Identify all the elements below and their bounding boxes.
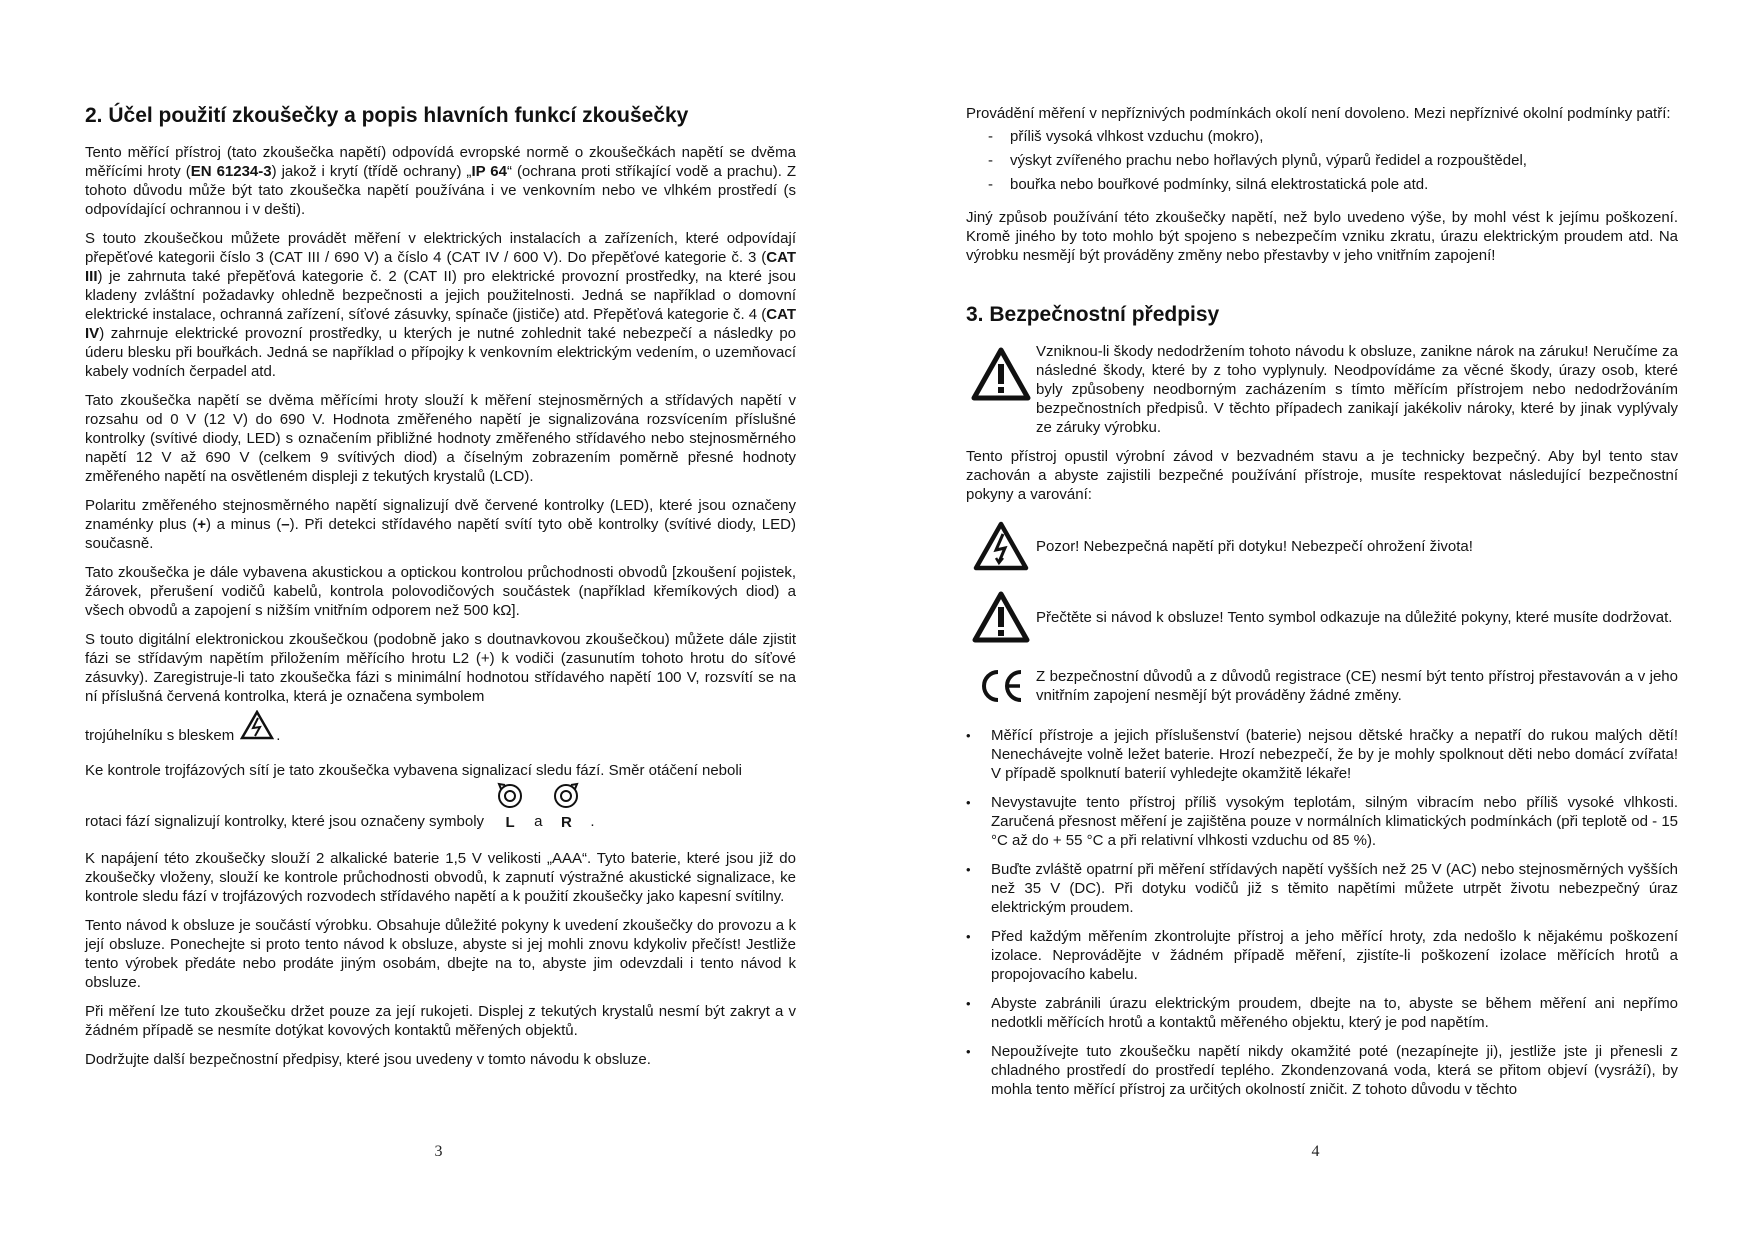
bullet-text: Abyste zabránili úrazu elektrickým proudem, dbejte na to, abyste se během měření ani nepřímo nedotkli měřících hrotů a kontaktů měřeného objektu, který je pod napětím. [991, 995, 1678, 1031]
list-item [966, 927, 1678, 984]
bullet-glyph: • [966, 862, 971, 877]
rotation-left-icon [496, 782, 524, 815]
ce-block [966, 666, 1678, 706]
text: rotaci fází signalizují kontrolky, které jsou označeny symboly [85, 813, 485, 830]
section-heading-safety: 3. Bezpečnostní předpisy [966, 303, 1220, 326]
text: . [590, 813, 595, 830]
bullet-text: Nevystavujte tento přístroj příliš vysokým teplotám, silným vibracím nebo příliš vysoké vlhkosti. Zaručená přesnost měření je zajištěna pouze v normálních klimatických podmínkách (při teplotě od - 15 °C až do + 55 °C a při relativní vlhkosti vzduchu od 85 %). [991, 794, 1679, 849]
text: a [534, 813, 543, 830]
cat-iii: CAT III [85, 249, 796, 285]
safety-bullets [966, 726, 1678, 1099]
lightning-triangle-icon [966, 520, 1036, 572]
list-item [966, 860, 1678, 917]
bullet-text: Nepoužívejte tuto zkoušečku napětí nikdy okamžité poté (nezapínejte ji), jestliže jste ji přenesli z chladného prostředí do prostředí teplého. Zkondenzovaná voda, která se přitom objeví (vysráží), by mohla tento měřící přístroj za určitých okolností zničit. Z tohoto důvodu v těchto [991, 1043, 1678, 1098]
left-column [85, 104, 796, 1079]
rotation-right-symbol [552, 782, 580, 831]
list-item [966, 1042, 1678, 1099]
rotation-left-symbol [496, 782, 524, 831]
ip-rating: IP 64 [471, 163, 507, 180]
text: “ (ochrana proti stříkající vodě a prachu). Z tohoto důvodu může být tato zkoušečka napětí používána i ve venkovním nebo ve vlhkém prostředí (s odpovídající ochrannou i v dešti). [85, 163, 796, 218]
text: Tento měřící přístroj (tato zkoušečka napětí) odpovídá evropské normě o zkoušečkách napětí se dvěma měřícími hroty ( [85, 144, 796, 180]
text: ) a minus ( [205, 516, 282, 533]
paragraph-standard [85, 143, 796, 219]
paragraph-voltage-range: Tato zkoušečka napětí se dvěma měřícími hroty slouží k měření stejnosměrných a střídavých napětí v rozsahu od 0 V (12 V) do 690 V. Hodnota změřeného napětí je signalizována rozsvícením příslušné kontrolky (svítivé diody, LED) s označením přibližné hodnoty změřeného střídavého nebo stejnosměrného napětí 12 V až 690 V (celkem 9 svítivých diod) a číselným zobrazením poměrně přesné hodnoty změřeného napětí na osvětleném displeji z tekutých krystalů (LCD). [85, 392, 796, 485]
list-item: - příliš vysoká vlhkost vzduchu (mokro), [988, 127, 1678, 146]
rotation-right-label: R [560, 814, 572, 831]
lightning-triangle-icon [240, 710, 274, 745]
warning-triangle-icon [966, 342, 1036, 402]
paragraph-adverse-conditions: Provádění měření v nepříznivých podmínkách okolí není dovoleno. Mezi nepříznivé okolní podmínky patří: [966, 105, 1671, 122]
voltage-warning-text: Pozor! Nebezpečná napětí při dotyku! Nebezpečí ohrožení života! [1036, 537, 1473, 555]
paragraph-continuity: Tato zkoušečka je dále vybavena akustickou a optickou kontrolou průchodnosti obvodů [zkoušení pojistek, žárovek, přerušení vodičů kabelů, kontrola polovodičových součástek (například křemíkových diod) a všech obvodů a zapojení s nižším vnitřním odporem než 500 kΩ]. [85, 564, 796, 619]
text: ) zahrnuje elektrické provozní prostředky, u kterých je nutné zohlednit také nebezpečí a následky po úderu blesku při bouřkách. Jedná se například o přípojky k venkovním elektrickým vedením, o uzemňovací kabely vodních čerpadel atd. [85, 325, 796, 380]
voltage-warning-block [966, 520, 1678, 572]
read-manual-block [966, 590, 1678, 644]
section-heading-purpose: 2. Účel použití zkoušečky a popis hlavních funkcí zkoušečky [85, 104, 689, 127]
bullet-glyph: • [966, 795, 971, 810]
page-number-right: 4 [1311, 1143, 1320, 1160]
warranty-block [966, 342, 1678, 437]
text: . [276, 727, 281, 744]
list-item [966, 726, 1678, 783]
paragraph-factory: Tento přístroj opustil výrobní závod v bezvadném stavu a je technicky bezpečný. Aby byl tento stav zachován a abyste zajistili bezpečné používání přístroje, musíte respektovat následující bezpečnostní pokyny a varování: [966, 448, 1678, 503]
ce-mark-icon [966, 666, 1036, 706]
paragraph-batteries: K napájení této zkoušečky slouží 2 alkalické baterie 1,5 V velikosti „AAA“. Tyto baterie, které jsou již do zkoušečky vloženy, slouží ke kontrole průchodnosti obvodů, k zapnutí výstražné akustické signalizace, ke kontrole sledu fází v trojfázových rozvodech střídavého napětí a k použití zkoušečky jako kapesní svítilny. [85, 850, 796, 905]
read-manual-text: Přečtěte si návod k obsluze! Tento symbol odkazuje na důležité pokyny, které musíte dodržovat. [1036, 608, 1673, 626]
paragraph-phase-rotation: Ke kontrole trojfázových sítí je tato zkoušečka vybavena signalizací sledu fází. Směr otáčení neboli [85, 762, 743, 779]
paragraph-manual: Tento návod k obsluze je součástí výrobku. Obsahuje důležité pokyny k uvedení zkoušečky do provozu a k její obsluze. Ponechejte si proto tento návod k obsluze, abyste si jej mohli znovu kdykoliv přečíst! Jestliže tento výrobek předáte nebo prodáte jiným osobám, dbejte na to, abyste jim odevzdali i tento návod k obsluze. [85, 917, 796, 991]
bullet-glyph: • [966, 929, 971, 944]
bullet-glyph: • [966, 728, 971, 743]
paragraph-safety-ref: Dodržujte další bezpečnostní předpisy, které jsou uvedeny v tomto návodu k obsluze. [85, 1051, 651, 1068]
rotation-left-label: L [505, 814, 515, 831]
warranty-text: Vzniknou-li škody nedodržením tohoto návodu k obsluze, zanikne nárok na záruku! Neručíme za následné škody, které by z toho vyplynuly. Neodpovídáme za věcné škody, úrazy osob, které byly způsobeny neodborným zacházením s tímto měřícím přístrojem nebo nedodržováním bezpečnostních předpisů. V těchto případech zanikají jakékoliv nároky, které by jinak vyplývaly ze záruky výrobku. [1036, 343, 1678, 436]
text: trojúhelníku s bleskem [85, 727, 235, 744]
cat-iv: CAT IV [85, 306, 797, 342]
rotation-symbol-line [85, 782, 796, 831]
list-item: - bouřka nebo bouřkové podmínky, silná elektrostatická pole atd. [988, 175, 1678, 194]
bullet-text: Měřící přístroje a jejich příslušenství (baterie) nejsou dětské hračky a nepatří do rukou malých dětí! Nenechávejte volně ležet baterie. Hrozí nebezpečí, že by je mohly spolknout děti nebo domácí zvířata! V případě spolknutí baterií vyhledejte okamžitě lékaře! [991, 727, 1678, 782]
text: ) jakož i krytí (třídě ochrany) „ [271, 163, 472, 180]
bullet-text: Buďte zvláště opatrní při měření střídavých napětí vyšších než 25 V (AC) nebo stejnosměrných vyšších než 35 V (DC). Při dotyku vodičů již s těmito napětími můžete utrpět životu nebezpečný úraz elektrickým proudem. [991, 861, 1678, 916]
right-page [877, 0, 1754, 1240]
paragraph-categories [85, 229, 796, 381]
list-item: - výskyt zvířeného prachu nebo hořlavých plynů, výparů ředidel a rozpouštědel, [988, 151, 1678, 170]
standard-code: EN 61234-3 [190, 163, 272, 180]
list-item [966, 994, 1678, 1032]
rotation-right-icon [552, 782, 580, 815]
right-column [966, 104, 1678, 1109]
minus-sign: – [281, 516, 290, 533]
bullet-glyph: • [966, 996, 971, 1011]
page-number-left: 3 [434, 1143, 443, 1160]
text: Polaritu změřeného stejnosměrného napětí signalizují dvě červené kontrolky (LED), které jsou označeny znaménky plus ( [85, 497, 796, 533]
text: ). Při detekci střídavého napětí svítí tyto obě kontrolky (svítivé diody, LED) současně. [85, 516, 796, 552]
text: S touto zkoušečkou můžete provádět měření v elektrických instalacích a zařízeních, které odpovídají přepěťové kategorii číslo 3 (CAT III / 690 V) a číslo 4 (CAT IV / 600 V). Do přepěťové kategorie č. 3 ( [85, 230, 796, 266]
paragraph-phase: S touto digitální elektronickou zkoušečkou (podobně jako s doutnavkovou zkoušečkou) můžete dále zjistit fázi se střídavým napětím přiložením měřícího hrotu L2 (+) k vodiči (zasunutím tohoto hrotu do síťové zásuvky). Zaregistruje-li tato zkoušečka fázi s minimální hodnotou střídavého napětí 100 V, rozsvítí se na ní příslušná červená kontrolka, která je označena symbolem [85, 631, 796, 705]
ce-text: Z bezpečnostní důvodů a z důvodů registrace (CE) nesmí být tento přístroj přestavován a v jeho vnitřním zapojení nesmějí být prováděny žádné změny. [1036, 668, 1678, 704]
paragraph-polarity [85, 496, 796, 553]
paragraph-other-use: Jiný způsob používání této zkoušečky napětí, než bylo uvedeno výše, by mohl vést k jejímu poškození. Kromě jiného by toto mohlo být spojeno s nebezpečím vzniku zkratu, úrazu elektrickým proudem atd. Na výrobku nesmějí být prováděny změny nebo přestavby v jeho vnitřním zapojení! [966, 209, 1678, 264]
text: ) je zahrnuta také přepěťová kategorie č. 2 (CAT II) pro elektrické provozní prostředky, na které jsou kladeny zvláštní požadavky ohledně bezpečnosti a jejich použitelnosti. Jedná se například o domovní elektrické instalace, ochranná zařízení, síťové zásuvky, spínače (jističe) atd. Přepěťová kategorie č. 4 ( [85, 268, 796, 323]
plus-sign: + [197, 516, 206, 533]
conditions-list [966, 127, 1678, 194]
list-item [966, 793, 1678, 850]
bullet-text: Před každým měřením zkontrolujte přístroj a jeho měřící hroty, zda nedošlo k nějakému poškození izolace. Neprovádějte v žádném případě měření, zjistíte-li poškození izolace měřících hrotů a propojovacího kabelu. [991, 928, 1678, 983]
paragraph-handling: Při měření lze tuto zkoušečku držet pouze za její rukojeti. Displej z tekutých krystalů nesmí být zakryt a v žádném případě se nesmíte dotýkat kovových kontaktů měřených objektů. [85, 1003, 796, 1039]
warning-triangle-icon [966, 590, 1036, 644]
bullet-glyph: • [966, 1044, 971, 1059]
phase-symbol-line [85, 710, 796, 745]
